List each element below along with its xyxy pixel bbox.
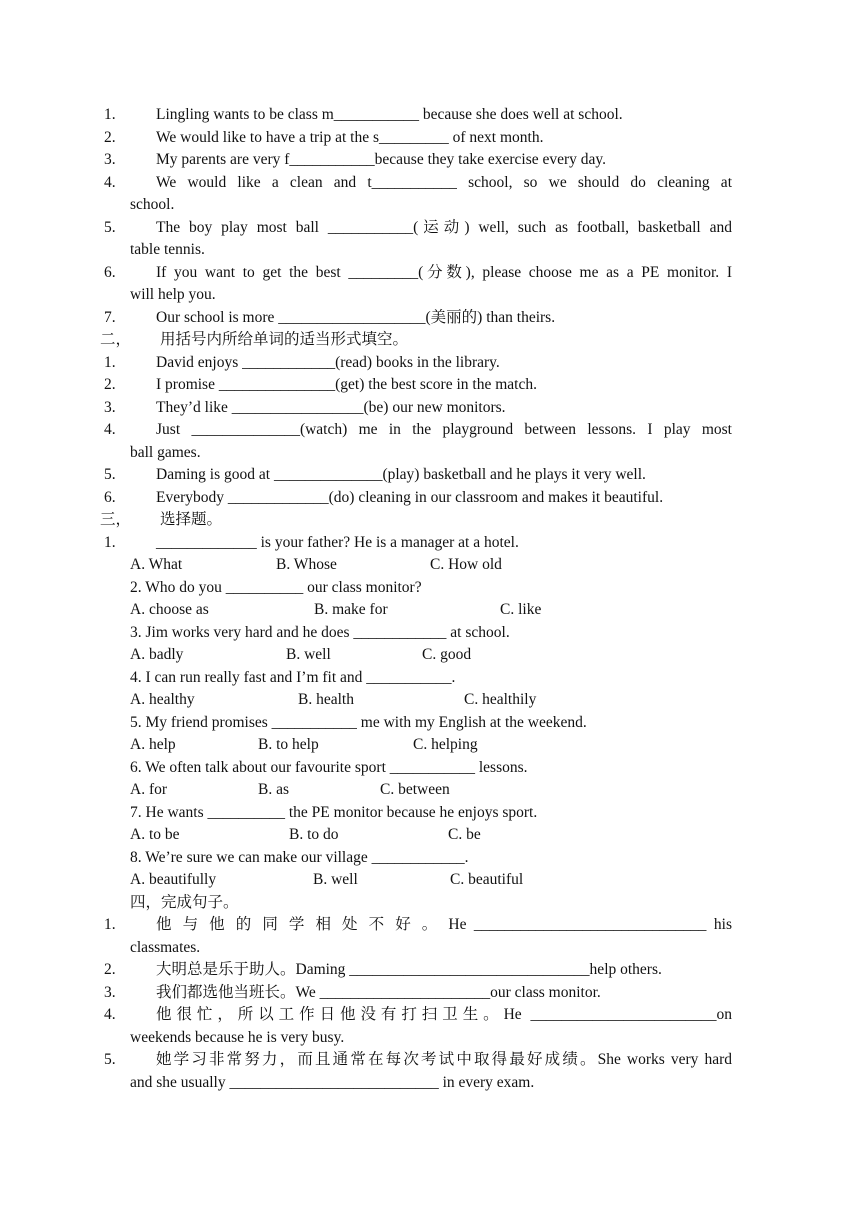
section-1 bbox=[100, 104, 732, 329]
section-title: 选择题。 bbox=[160, 511, 223, 528]
item-number: 6. bbox=[104, 263, 116, 281]
item-number: 1. bbox=[104, 533, 116, 551]
item-text: _____________ is your father? He is a manager at a hotel. bbox=[156, 533, 519, 551]
item-text: We would like a clean and t___________ school, so we should do cleaning at bbox=[156, 173, 732, 191]
answer-options bbox=[100, 689, 732, 712]
option-c: C. How old bbox=[430, 556, 502, 573]
option-a: A. badly bbox=[130, 646, 184, 663]
item-number: 5. bbox=[104, 1051, 116, 1068]
item-text: 我们都选他当班长。We ______________________our class monitor. bbox=[156, 983, 601, 1001]
item-number: 4. bbox=[104, 421, 116, 438]
option-a: A. for bbox=[130, 781, 168, 798]
question-text: 6. We often talk about our favourite sport ___________ lessons. bbox=[130, 758, 528, 776]
item-number: 7. bbox=[104, 308, 116, 326]
answer-options bbox=[100, 599, 732, 622]
item-number: 1. bbox=[104, 106, 116, 123]
option-b: B. to do bbox=[289, 826, 339, 843]
answer-options bbox=[100, 734, 732, 757]
option-b: B. as bbox=[258, 781, 289, 798]
answer-options bbox=[100, 554, 732, 577]
question-text: 8. We’re sure we can make our village ____________. bbox=[130, 848, 469, 866]
question-text: 5. My friend promises ___________ me with my English at the weekend. bbox=[130, 713, 587, 731]
item-text: Lingling wants to be class m___________ because she does well at school. bbox=[156, 106, 623, 123]
list-item bbox=[100, 959, 732, 982]
answer-options bbox=[100, 824, 732, 847]
option-b: B. make for bbox=[314, 601, 388, 618]
item-text-continued: school. bbox=[130, 196, 175, 213]
option-c: C. like bbox=[500, 601, 542, 618]
option-b: B. health bbox=[298, 691, 354, 708]
list-item bbox=[100, 982, 732, 1005]
item-text: Our school is more ___________________(美丽的) than theirs. bbox=[156, 308, 556, 326]
section-heading bbox=[100, 509, 732, 532]
item-text: My parents are very f___________because they take exercise every day. bbox=[156, 151, 607, 168]
item-text-continued: will help you. bbox=[130, 286, 216, 303]
option-a: A. to be bbox=[130, 826, 180, 843]
list-item bbox=[100, 419, 732, 464]
item-text-continued: ball games. bbox=[130, 443, 201, 461]
question-text: 4. I can run really fast and I’m fit and ___________. bbox=[130, 668, 456, 686]
item-text: David enjoys ____________(read) books in the library. bbox=[156, 353, 500, 371]
item-text-continued: weekends because he is very busy. bbox=[130, 1028, 345, 1046]
item-text-continued: and she usually ___________________________ in every exam. bbox=[130, 1073, 535, 1091]
item-number: 2. bbox=[104, 376, 116, 393]
option-a: A. healthy bbox=[130, 691, 195, 708]
item-text: They’d like _________________(be) our new monitors. bbox=[156, 398, 506, 416]
option-b: B. Whose bbox=[276, 556, 337, 573]
list-item bbox=[100, 397, 732, 420]
worksheet-content bbox=[100, 104, 732, 1094]
item-number: 2. bbox=[104, 961, 116, 978]
list-item bbox=[100, 172, 732, 217]
option-b: B. well bbox=[286, 646, 331, 663]
item-number: 3. bbox=[104, 151, 116, 168]
item-number: 4. bbox=[104, 173, 116, 191]
option-c: C. beautiful bbox=[450, 871, 524, 888]
option-c: C. helping bbox=[413, 736, 478, 753]
option-c: C. good bbox=[422, 646, 472, 663]
list-item bbox=[100, 532, 732, 555]
list-item bbox=[100, 1049, 732, 1094]
section-title: 用括号内所给单词的适当形式填空。 bbox=[160, 331, 409, 348]
list-item bbox=[100, 262, 732, 307]
item-number: 2. bbox=[104, 128, 116, 146]
list-item bbox=[100, 104, 732, 127]
item-text: Everybody _____________(do) cleaning in our classroom and makes it beautiful. bbox=[156, 488, 664, 506]
question-text: 3. Jim works very hard and he does ____________ at school. bbox=[130, 623, 510, 641]
answer-options bbox=[100, 779, 732, 802]
question-text: 7. He wants __________ the PE monitor because he enjoys sport. bbox=[130, 803, 538, 821]
list-item bbox=[100, 487, 732, 510]
section-2 bbox=[100, 329, 732, 509]
item-number: 1. bbox=[104, 353, 116, 371]
item-text-continued: classmates. bbox=[130, 938, 201, 956]
option-a: A. help bbox=[130, 736, 176, 753]
option-c: C. between bbox=[380, 781, 450, 798]
item-number: 4. bbox=[104, 1006, 116, 1023]
answer-options bbox=[100, 869, 732, 892]
item-text: Just ______________(watch) me in the playground between lessons. I play most bbox=[156, 421, 732, 438]
item-number: 3. bbox=[104, 398, 116, 416]
list-item bbox=[100, 217, 732, 262]
option-b: B. to help bbox=[258, 736, 319, 753]
option-c: C. healthily bbox=[464, 691, 537, 708]
list-item bbox=[100, 352, 732, 375]
item-number: 5. bbox=[104, 466, 116, 483]
section-4 bbox=[100, 892, 732, 1095]
section-title: 四，完成句子。 bbox=[130, 893, 239, 911]
section-heading bbox=[100, 329, 732, 352]
item-text: I promise _______________(get) the best score in the match. bbox=[156, 376, 537, 393]
list-item bbox=[100, 149, 732, 172]
list-item bbox=[100, 464, 732, 487]
answer-options bbox=[100, 644, 732, 667]
option-c: C. be bbox=[448, 826, 481, 843]
item-number: 5. bbox=[104, 218, 116, 236]
item-text: We would like to have a trip at the s_________ of next month. bbox=[156, 128, 544, 146]
option-a: A. beautifully bbox=[130, 871, 217, 888]
list-item bbox=[100, 374, 732, 397]
option-b: B. well bbox=[313, 871, 358, 888]
list-item bbox=[100, 307, 732, 330]
item-text: 大明总是乐于助人。Daming _______________________________help others. bbox=[156, 961, 662, 978]
item-number: 3. bbox=[104, 983, 116, 1001]
list-item bbox=[100, 127, 732, 150]
item-text: Daming is good at ______________(play) basketball and he plays it very well. bbox=[156, 466, 646, 483]
item-text: The boy play most ball ___________(运动) well, such as football, basketball and bbox=[156, 218, 732, 236]
list-item bbox=[100, 914, 732, 959]
section-number: 三， bbox=[100, 511, 132, 528]
list-item bbox=[100, 1004, 732, 1049]
item-text: If you want to get the best _________(分数), please choose me as a PE monitor. I bbox=[156, 263, 732, 281]
item-text-continued: table tennis. bbox=[130, 241, 205, 258]
item-text: 他很忙，所以工作日他没有打扫卫生。He ________________________on bbox=[156, 1006, 732, 1023]
section-number: 二， bbox=[100, 331, 132, 348]
item-number: 6. bbox=[104, 488, 116, 506]
option-a: A. What bbox=[130, 556, 183, 573]
question-text: 2. Who do you __________ our class monitor? bbox=[130, 578, 422, 596]
item-text: 她学习非常努力，而且通常在每次考试中取得最好成绩。She works very hard bbox=[156, 1051, 732, 1068]
item-text: 他 与 他 的 同 学 相 处 不 好 。 He ______________________________ his bbox=[156, 916, 732, 933]
item-number: 1. bbox=[104, 916, 116, 933]
option-a: A. choose as bbox=[130, 601, 209, 618]
section-3 bbox=[100, 509, 732, 892]
